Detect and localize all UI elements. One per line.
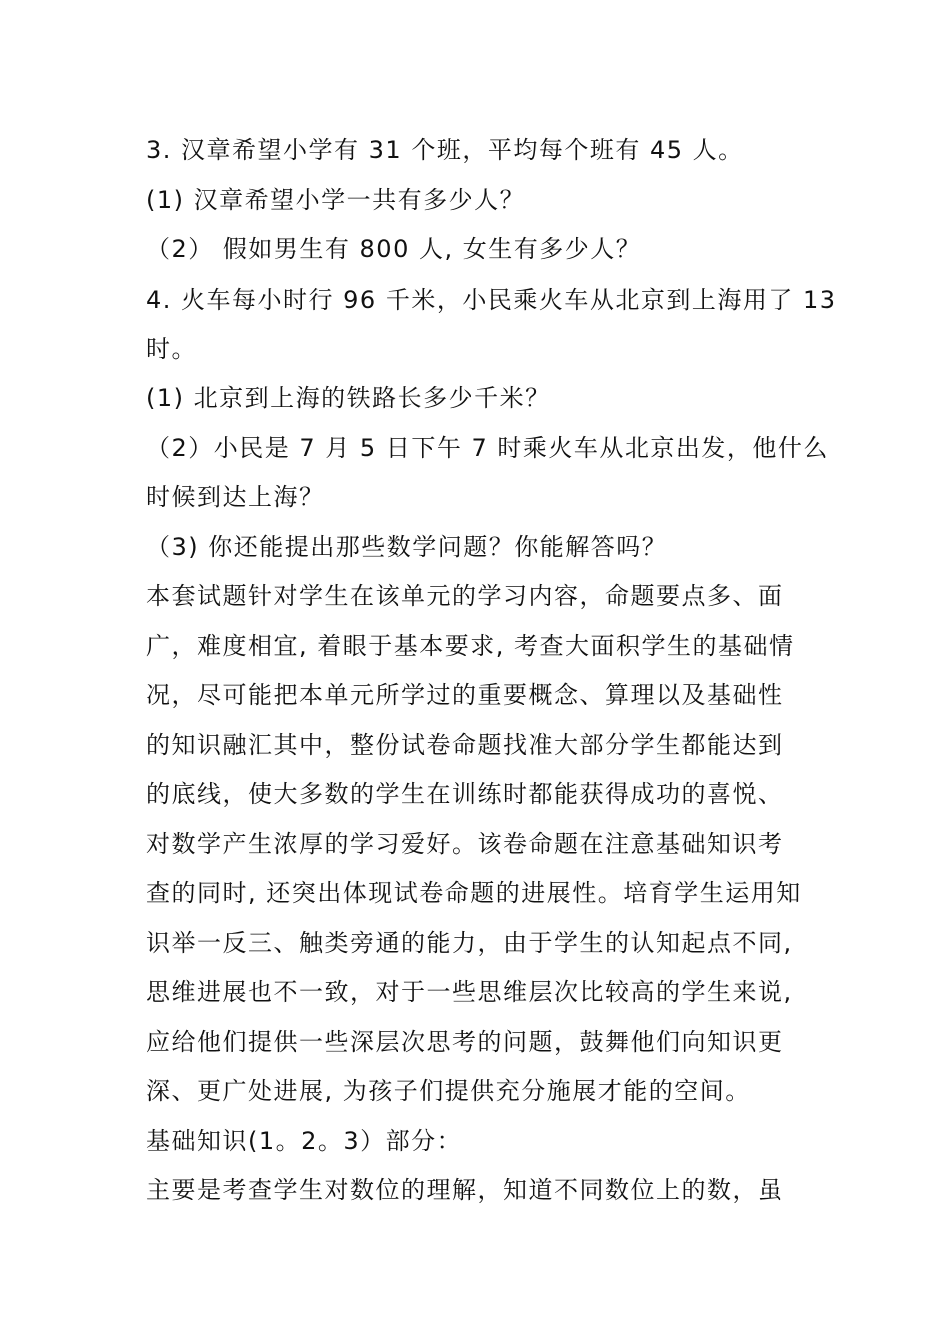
commentary-line: 查的同时, 还突出体现试卷命题的进展性。培育学生运用知 [146, 879, 802, 907]
section-body-line: 主要是考查学生对数位的理解，知道不同数位上的数，虽 [146, 1176, 784, 1204]
commentary-line: 广，难度相宜, 着眼于基本要求, 考查大面积学生的基础情 [146, 632, 795, 660]
question-3-part-1: (1) 汉章希望小学一共有多少人？ [146, 186, 526, 214]
section-heading-basic-knowledge: 基础知识(1。2。3）部分： [146, 1127, 463, 1155]
commentary-line: 的知识融汇其中，整份试卷命题找准大部分学生都能达到 [146, 731, 784, 759]
commentary-line: 识举一反三、触类旁通的能力，由于学生的认知起点不同, [146, 929, 793, 957]
question-4-part-1: (1) 北京到上海的铁路长多少千米？ [146, 384, 551, 412]
commentary-line: 对数学产生浓厚的学习爱好。该卷命题在注意基础知识考 [146, 830, 784, 858]
question-3-part-2: （2） 假如男生有 800 人, 女生有多少人？ [146, 235, 642, 263]
commentary-line: 思维进展也不一致，对于一些思维层次比较高的学生来说, [146, 978, 793, 1006]
question-3-text: 3. 汉章希望小学有 31 个班，平均每个班有 45 人。 [146, 136, 744, 164]
commentary-line: 深、更广处进展, 为孩子们提供充分施展才能的空间。 [146, 1077, 751, 1105]
question-4-text: 4. 火车每小时行 96 千米，小民乘火车从北京到上海用了 13 [146, 286, 837, 314]
question-4-text-continued: 时。 [146, 335, 197, 363]
commentary-line: 的底线，使大多数的学生在训练时都能获得成功的喜悦、 [146, 780, 784, 808]
question-4-part-2-continued: 时候到达上海？ [146, 483, 325, 511]
question-4-part-2: （2）小民是 7 月 5 日下午 7 时乘火车从北京出发，他什么 [146, 434, 829, 462]
commentary-line: 况，尽可能把本单元所学过的重要概念、算理以及基础性 [146, 681, 784, 709]
question-4-part-3: （3) 你还能提出那些数学问题？你能解答吗？ [146, 533, 668, 561]
commentary-line: 应给他们提供一些深层次思考的问题，鼓舞他们向知识更 [146, 1028, 784, 1056]
commentary-line: 本套试题针对学生在该单元的学习内容，命题要点多、面 [146, 582, 784, 610]
